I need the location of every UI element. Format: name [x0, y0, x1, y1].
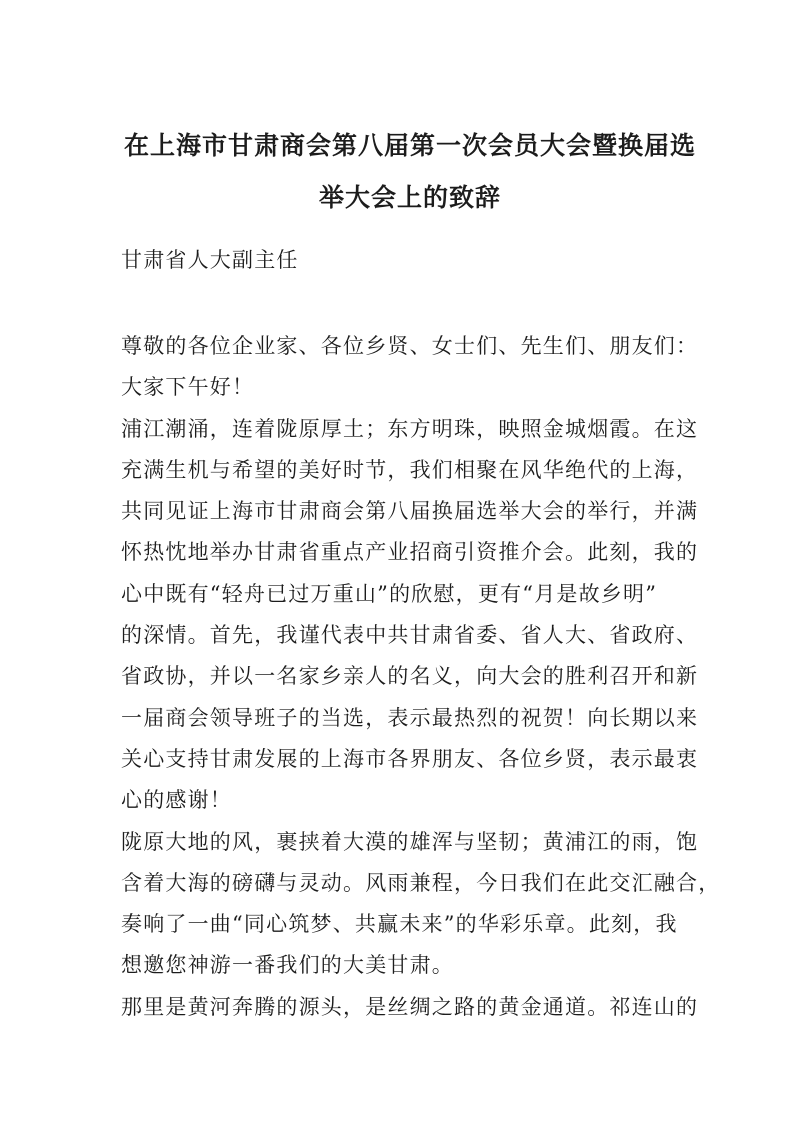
body-text-line: 奏响了一曲“同心筑梦、共赢未来”的华彩乐章。此刻，我: [121, 912, 678, 937]
body-text-line: 的深情。首先，我谨代表中共甘肃省委、省人大、省政府、: [121, 623, 699, 648]
byline: 甘肃省人大副主任: [121, 248, 299, 272]
body-text-line: 怀热忱地举办甘肃省重点产业招商引资推介会。此刻，我的: [121, 540, 699, 565]
body-text-line: 关心支持甘肃发展的上海市各界朋友、各位乡贤，表示最衷: [121, 746, 699, 771]
body-text-line: 共同见证上海市甘肃商会第八届换届选举大会的举行，并满: [121, 499, 699, 524]
title-line-1: 在上海市甘肃商会第八届第一次会员大会暨换届选: [123, 131, 696, 160]
body-text-line: 心的感谢！: [121, 788, 232, 813]
body-text-line: 心中既有“轻舟已过万重山”的欣慰，更有“月是故乡明”: [121, 581, 658, 606]
body-text-line: 浦江潮涌，连着陇原厚土；东方明珠，映照金城烟霞。在这: [121, 416, 699, 441]
document-title: [121, 120, 699, 224]
body-text-line: 尊敬的各位企业家、各位乡贤、女士们、先生们、朋友们：: [121, 334, 699, 358]
body-text-line: 含着大海的磅礴与灵动。风雨兼程，今日我们在此交汇融合，: [121, 870, 721, 895]
title-line-2: 举大会上的致辞: [318, 183, 501, 212]
document-body: [121, 326, 721, 1028]
body-text-line: 省政协，并以一名家乡亲人的名义，向大会的胜利召开和新: [121, 664, 699, 689]
body-text-line: 陇原大地的风，裹挟着大漠的雄浑与坚韧；黄浦江的雨，饱: [121, 829, 699, 854]
body-text-line: 那里是黄河奔腾的源头，是丝绸之路的黄金通道。祁连山的: [121, 994, 699, 1019]
body-text-line: 一届商会领导班子的当选，表示最热烈的祝贺！向长期以来: [121, 705, 699, 730]
body-text-line: 想邀您神游一番我们的大美甘肃。: [121, 953, 454, 978]
document-content: [121, 120, 721, 1028]
body-text-line: 充满生机与希望的美好时节，我们相聚在风华绝代的上海，: [121, 457, 699, 482]
body-text-line: 大家下午好！: [121, 375, 255, 400]
